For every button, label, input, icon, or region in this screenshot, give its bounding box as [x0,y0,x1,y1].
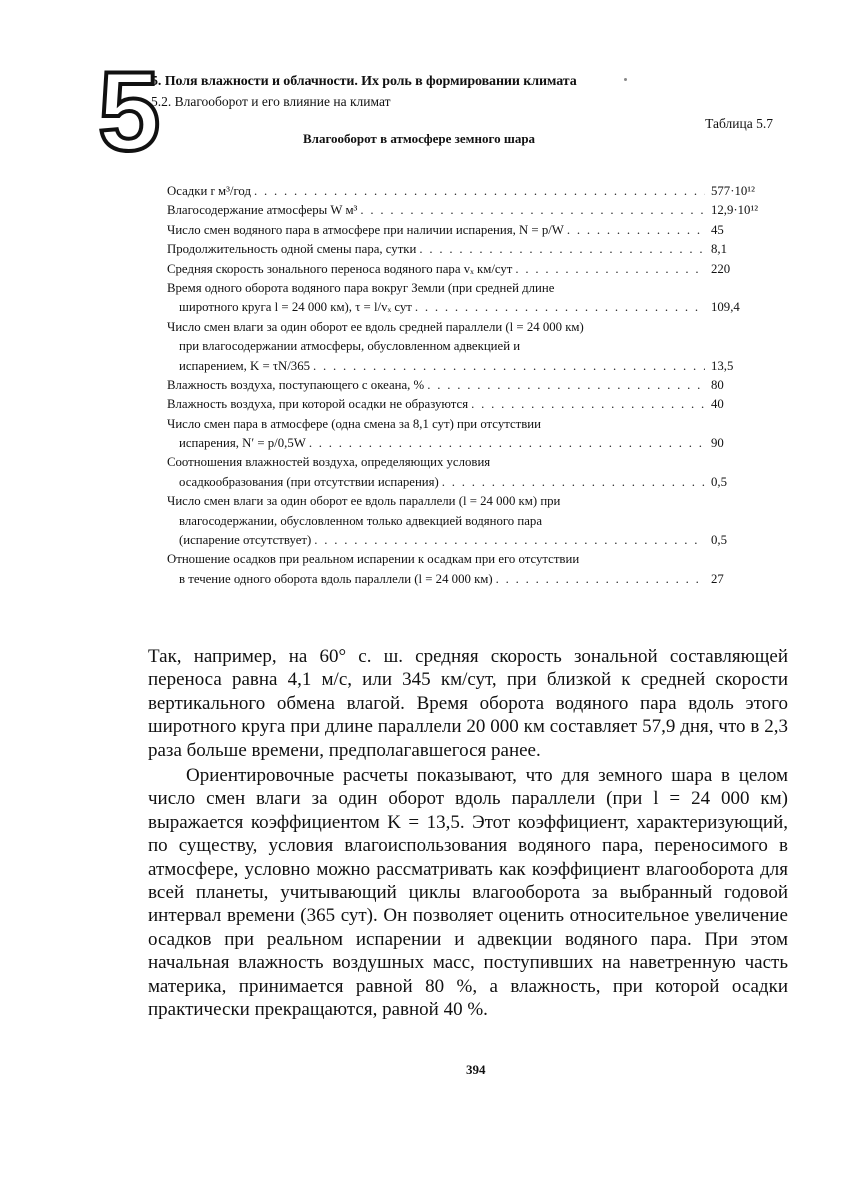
leader-dots [360,201,705,220]
table-row-value: 12,9·10¹² [711,203,759,218]
table-row-label: при влагосодержании атмосферы, обусловленном адвекцией и [179,339,521,354]
table-row-line [167,240,765,259]
table-row-value: 27 [711,571,724,586]
paragraph: Ориентировочные расчеты показывают, что для земного шара в целом число смен влаги за один оборот вдоль параллели (при l = 24 000 км) выражается коэффициентом K = 13,5. Этот коэффициент, характеризующий, по существу, условия влагоиспользования водяного пара, переносимого в атмосфере, условно можно рассматривать как коэффициент влагооборота для всей планеты, учитывающий циклы влагооборота за выбранный годовой интервал времени (365 сут). Он позволяет оценить относительное увеличение осадков при реальном испарении и адвекции водяного пара. При этом начальная влажность воздушных масс, поступивших на наветренную часть материка, принимается равной 80 %, а влажность, при которой осадки практически прекращаются, равной 40 %. [148,765,788,1021]
table-row [167,453,765,492]
leader-dots [515,260,705,279]
table-row-label: Число смен влаги за один оборот ее вдоль средней параллели (l = 24 000 км) [167,319,584,334]
leader-dots [567,221,705,240]
table-row [167,240,765,259]
table-row [167,415,765,454]
table-row-label: Продолжительность одной смены пара, сутки [167,242,417,257]
leader-dots [496,570,705,589]
leader-dots [442,473,705,492]
table-row-value: 13,5 [711,358,734,373]
table-row-label: влагосодержании, обусловленном только адвекцией водяного пара [179,513,543,528]
table-row-label: испарения, N′ = p/0,5W [179,436,306,451]
table-row [167,550,765,589]
table-row-line [167,260,765,279]
leader-dots [254,182,705,201]
table-row-label: Отношение осадков при реальном испарении к осадкам при его отсутствии [167,552,580,567]
table-row [167,260,765,279]
table-row-line [167,182,765,201]
section-subtitle: 5.2. Влагооборот и его влияние на климат [151,94,391,109]
leader-dots [471,395,705,414]
chapter-title: 5. Поля влажности и облачности. Их роль в формировании климата [151,74,577,89]
table-row-label: в течение одного оборота вдоль параллели (l = 24 000 км) [179,571,493,586]
table-row-line [167,376,765,395]
body-text [148,645,788,1022]
table-row-line [167,298,765,317]
table-row-line [167,337,765,356]
table-row-value: 8,1 [711,242,727,257]
table-row-label: испарением, K = τN/365 [179,358,310,373]
table-row-label: осадкообразования (при отсутствии испарения) [179,474,439,489]
leader-dots [419,240,705,259]
table-row-line [167,492,765,511]
table-row-value: 109,4 [711,300,740,315]
table-row [167,279,765,318]
table-row-label: Влагосодержание атмосферы W м³ [167,203,358,218]
table-row-value: 577·10¹² [711,184,755,198]
table-row-value: 80 [711,377,724,392]
table-row-label: Число смен влаги за один оборот ее вдоль параллели (l = 24 000 км) при [167,494,561,509]
table-row-line [167,570,765,589]
page-number: 394 [466,1062,486,1077]
table-row-line [167,512,765,531]
table-title: Влагооборот в атмосфере земного шара [303,131,536,146]
table-row [167,492,765,550]
table-row [167,182,765,201]
table-row-label: Число смен пара в атмосфере (одна смена за 8,1 сут) при отсутствии [167,416,541,431]
table-row-value: 0,5 [711,533,727,548]
leader-dots [314,531,705,550]
table-row-label: Осадки r м³/год [167,184,251,198]
table-row-line [167,357,765,376]
leader-dots [415,298,705,317]
table-row-label: Влажность воздуха, поступающего с океана, % [167,377,425,392]
data-table [167,182,765,589]
leader-dots [313,357,705,376]
table-row-value: 220 [711,261,731,276]
table-row-label: Соотношения влажностей воздуха, определяющих условия [167,455,491,470]
table-row-value: 45 [711,222,724,237]
table-row-label: (испарение отсутствует) [179,533,312,548]
table-row-label: Число смен водяного пара в атмосфере при наличии испарения, N = p/W [167,222,564,237]
table-row [167,221,765,240]
table-row-line [167,318,765,337]
table-row-value: 0,5 [711,474,727,489]
table-row-label: Влажность воздуха, при которой осадки не образуются [167,397,469,412]
table-row-label: Средняя скорость зонального переноса водяного пара vₓ км/сут [167,261,513,276]
leader-dots [309,434,705,453]
table-row-line [167,531,765,550]
table-row [167,376,765,395]
table-row-value: 40 [711,397,724,412]
table-row-line [167,550,765,569]
table-number: Таблица 5.7 [705,116,773,131]
scan-speck [624,78,627,81]
chapter-number: 5 [98,49,161,174]
table-row-line [167,201,765,220]
leader-dots [427,376,705,395]
table-row [167,395,765,414]
table-row-line [167,221,765,240]
paragraph: Так, например, на 60° с. ш. средняя скорость зональной составляющей переноса равна 4,1 м/с, или 345 км/сут, при близкой к средней скорости вертикального обмена влагой. Время оборота водяного пара вдоль этого широтного круга при длине параллели 20 000 км составляет 57,9 дня, что в 2,3 раза больше времени, предполагавшегося ранее. [148,646,788,761]
table-row-line [167,434,765,453]
table-row-label: широтного круга l = 24 000 км), τ = l/vₓ сут [179,300,412,315]
table-row [167,318,765,376]
table-row [167,201,765,220]
table-row-line [167,415,765,434]
table-row-label: Время одного оборота водяного пара вокруг Земли (при средней длине [167,280,555,295]
table-row-line [167,279,765,298]
table-row-line [167,453,765,472]
table-row-line [167,473,765,492]
table-row-line [167,395,765,414]
table-row-value: 90 [711,436,724,451]
